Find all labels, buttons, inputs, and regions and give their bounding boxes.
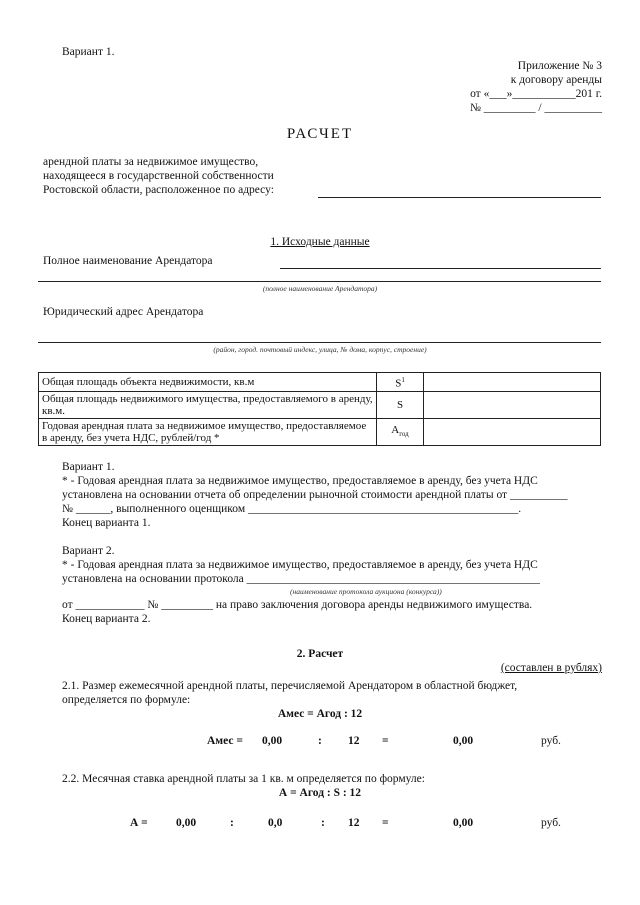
- page-title: РАСЧЕТ: [286, 126, 354, 142]
- p22-calc-result: 0,00: [453, 817, 474, 829]
- p21-calc-a: 0,00: [262, 735, 283, 747]
- table-cell-value: [424, 373, 601, 392]
- p22-calc-op1: :: [230, 817, 234, 829]
- variant-label-top: Вариант 1.: [62, 46, 115, 58]
- p21-line-1: 2.1. Размер ежемесячной арендной платы, перечисляемой Арендатором в областной бюджет,: [62, 680, 518, 692]
- table-cell-symbol: $А_{год}$: [377, 418, 424, 445]
- variant-2-hint: (наименование протокола аукциона (конкурса)): [290, 587, 442, 596]
- p21-calc-lhs: Амес =: [207, 735, 243, 747]
- p22-calc-unit: руб.: [541, 817, 561, 829]
- appendix-line-1: Приложение № 3: [517, 60, 602, 72]
- variant-1-line-3: № ______, выполненного оценщиком _______________________________________________.: [62, 503, 522, 515]
- tenant-address-label: Юридический адрес Арендатора: [43, 306, 204, 318]
- p22-formula: А = Агод : S : 12: [278, 787, 362, 799]
- p22-calc-op2: :: [321, 817, 325, 829]
- p21-line-2: определяется по формуле:: [62, 694, 191, 706]
- section-1-title: 1. Исходные данные: [270, 236, 370, 248]
- variant-2-end: Конец варианта 2.: [62, 613, 151, 625]
- p22-calc-b: 0,0: [268, 817, 283, 829]
- variant-1-line-2: установлена на основании отчета об определении рыночной стоимости арендной платы от __________: [62, 489, 568, 501]
- section-2-title: 2. Расчет: [296, 648, 344, 660]
- p21-calc-unit: руб.: [541, 735, 561, 747]
- table-cell-value: [424, 418, 601, 445]
- table-row: [39, 391, 601, 418]
- intro-line-1: арендной платы за недвижимое имущество,: [43, 156, 259, 168]
- tenant-name-hint: (полное наименование Арендатора): [262, 284, 378, 293]
- table-cell-label: Общая площадь недвижимого имущества, предоставляемого в аренду, кв.м.: [39, 391, 377, 418]
- p22-calc-a: 0,00: [176, 817, 197, 829]
- table-cell-value: [424, 391, 601, 418]
- p22-calc-lhs: А =: [130, 817, 148, 829]
- appendix-line-4: № _________ / __________: [469, 102, 602, 114]
- address-blank-line: [318, 197, 601, 198]
- variant-2-title: Вариант 2.: [62, 545, 115, 557]
- table-row: [39, 373, 601, 392]
- intro-line-3: Ростовской области, расположенное по адресу:: [43, 184, 274, 196]
- p22-calc-c: 12: [348, 817, 360, 829]
- table-cell-symbol: S: [377, 391, 424, 418]
- table-cell-symbol: $S^1$: [377, 373, 424, 392]
- table-cell-label: Общая площадь объекта недвижимости, кв.м: [39, 373, 377, 392]
- variant-2-line-2: установлена на основании протокола ___________________________________________________: [62, 573, 540, 585]
- tenant-name-line-2: [38, 281, 601, 282]
- variant-2-line-3: от ____________ № _________ на право заключения договора аренды недвижимого имущества.: [62, 599, 533, 611]
- variant-1-line-1: * - Годовая арендная плата за недвижимое имущество, предоставляемое в аренду, без учета НДС: [62, 475, 538, 487]
- appendix-line-2: к договору аренды: [510, 74, 602, 86]
- p22-line-1: 2.2. Месячная ставка арендной платы за 1 кв. м определяется по формуле:: [62, 773, 425, 785]
- tenant-name-label: Полное наименование Арендатора: [43, 255, 213, 267]
- appendix-line-3: от «___»___________201 г.: [470, 88, 602, 100]
- p21-calc-op: :: [318, 735, 322, 747]
- tenant-address-hint: (район, город. почтовый индекс, улица, № дома, корпус, строение): [213, 345, 427, 354]
- tenant-address-line: [38, 342, 601, 343]
- p22-calc-eq: =: [382, 817, 389, 829]
- currency-note: (составлен в рублях): [500, 662, 602, 674]
- table-cell-label: Годовая арендная плата за недвижимое имущество, предоставляемое в аренду, без учета НДС, рублей/год *: [39, 418, 377, 445]
- p21-formula: Амес = Агод : 12: [277, 708, 363, 720]
- p21-calc-b: 12: [348, 735, 360, 747]
- table-row: [39, 418, 601, 445]
- variant-1-end: Конец варианта 1.: [62, 517, 151, 529]
- p21-calc-result: 0,00: [453, 735, 474, 747]
- variant-2-line-1: * - Годовая арендная плата за недвижимое имущество, предоставляемое в аренду, без учета НДС: [62, 559, 538, 571]
- p21-calc-eq: =: [382, 735, 389, 747]
- tenant-name-line: [280, 268, 601, 269]
- source-data-table: [38, 372, 601, 446]
- intro-line-2: находящееся в государственной собственности: [43, 170, 274, 182]
- variant-1-title: Вариант 1.: [62, 461, 115, 473]
